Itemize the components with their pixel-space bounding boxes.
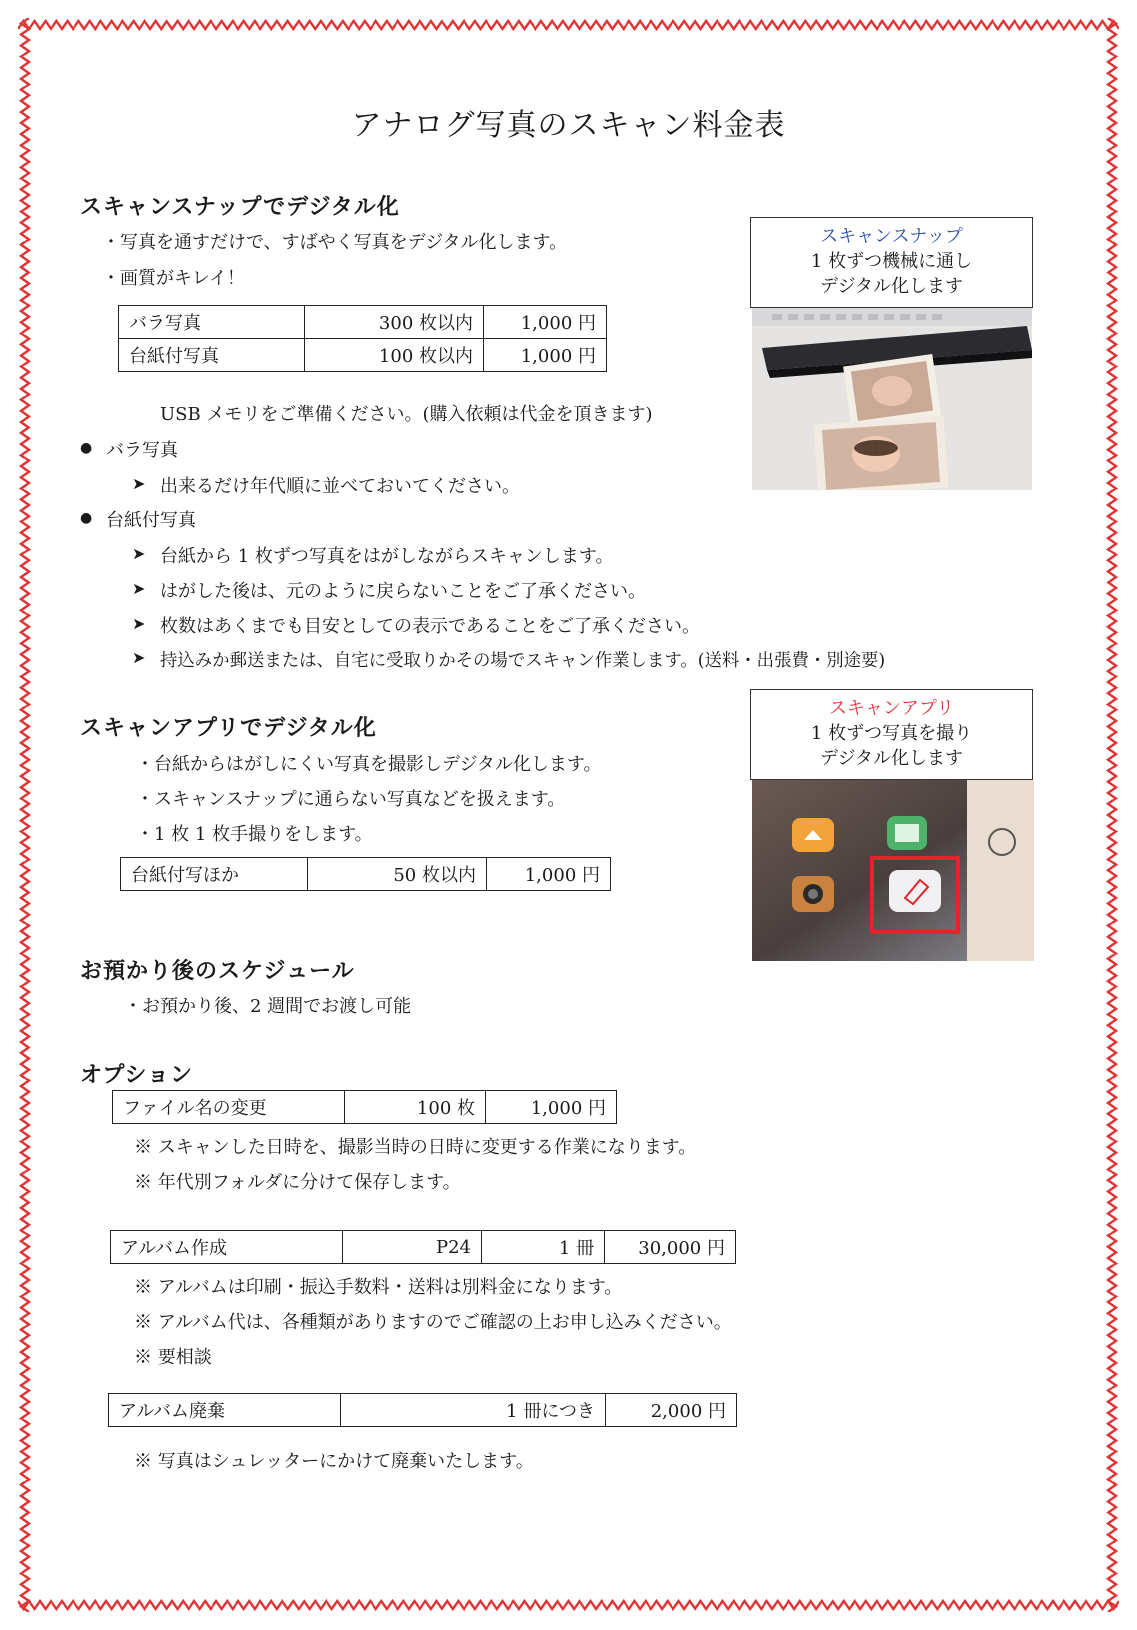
filled-circle-icon: ● (80, 440, 93, 456)
table-cell: 50 枚以内 (308, 858, 487, 891)
scanapp-callout-line2: デジタル化します (820, 748, 963, 769)
scansnap-point-2: ・画質がキレイ！ (102, 268, 245, 289)
table-cell: 1,000 円 (486, 1091, 617, 1124)
table-row (119, 339, 607, 372)
daishi-item-3: 枚数はあくまでも目安としての表示であることをご了承ください。 (160, 616, 700, 637)
scanapp-point-2: ・スキャンスナップに通らない写真などを扱えます。 (136, 789, 566, 810)
app-screen-photo (752, 780, 1034, 961)
rename-note-2: ※ 年代別フォルダに分けて保存します。 (134, 1172, 461, 1193)
table-cell: 2,000 円 (606, 1394, 737, 1427)
scansnap-callout-line1: 1 枚ずつ機械に通し (810, 251, 973, 272)
daishi-item-1: 台紙から 1 枚ずつ写真をはがしながらスキャンします。 (160, 546, 614, 567)
table-row (121, 858, 611, 891)
arrowhead-right-icon: ➤ (132, 544, 146, 563)
table-cell: 1,000 円 (484, 306, 607, 339)
scansnap-callout (750, 217, 1033, 308)
table-cell: P24 (343, 1231, 482, 1264)
table-row (111, 1231, 736, 1264)
table-row (113, 1091, 617, 1124)
schedule-heading: お預かり後のスケジュール (80, 958, 355, 984)
scansnap-point-1: ・写真を通すだけで、すばやく写真をデジタル化します。 (102, 232, 568, 253)
filled-circle-icon: ● (80, 510, 93, 526)
daishi-item-2: はがした後は、元のように戻らないことをご了承ください。 (160, 581, 646, 602)
table-cell: 30,000 円 (605, 1231, 736, 1264)
table-cell: アルバム作成 (111, 1231, 343, 1264)
daishi-item-4: 持込みか郵送または、自宅に受取りかその場でスキャン作業します。(送料・出張費・別途要) (160, 651, 886, 671)
table-cell: 1,000 円 (487, 858, 611, 891)
scanapp-point-3: ・1 枚 1 枚手撮りをします。 (136, 824, 373, 845)
scanapp-point-1: ・台紙からはがしにくい写真を撮影しデジタル化します。 (136, 754, 602, 775)
bara-item-1: 出来るだけ年代順に並べておいてください。 (160, 476, 520, 497)
arrowhead-right-icon: ➤ (132, 614, 146, 633)
table-cell: 100 枚以内 (305, 339, 484, 372)
table-cell: 1 冊につき (341, 1394, 606, 1427)
rename-price-table (112, 1090, 617, 1124)
usb-note: USB メモリをご準備ください。(購入依頼は代金を頂きます) (160, 404, 653, 425)
scanapp-callout-name: スキャンアプリ (828, 698, 955, 719)
disposal-price-table (108, 1393, 737, 1427)
bara-label: バラ写真 (106, 440, 178, 461)
table-cell: 1 冊 (482, 1231, 605, 1264)
table-cell: バラ写真 (119, 306, 305, 339)
options-heading: オプション (80, 1062, 194, 1088)
scansnap-heading: スキャンスナップでデジタル化 (80, 194, 400, 220)
scanapp-callout-line1: 1 枚ずつ写真を撮り (810, 723, 973, 744)
album-note-1: ※ アルバムは印刷・振込手数料・送料は別料金になります。 (134, 1277, 623, 1298)
scanapp-heading: スキャンアプリでデジタル化 (80, 715, 377, 741)
table-cell: 1,000 円 (484, 339, 607, 372)
arrowhead-right-icon: ➤ (132, 579, 146, 598)
arrowhead-right-icon: ➤ (132, 474, 146, 493)
scanner-illustration (752, 308, 1032, 490)
album-note-3: ※ 要相談 (134, 1347, 212, 1368)
table-cell: 台紙付写ほか (121, 858, 308, 891)
page-title: アナログ写真のスキャン料金表 (351, 108, 786, 143)
schedule-text: ・お預かり後、2 週間でお渡し可能 (124, 996, 412, 1017)
table-cell: 台紙付写真 (119, 339, 305, 372)
album-note-2: ※ アルバム代は、各種類がありますのでご確認の上お申し込みください。 (134, 1312, 732, 1333)
table-row (109, 1394, 737, 1427)
scansnap-price-table (118, 305, 607, 372)
table-cell: アルバム廃棄 (109, 1394, 341, 1427)
scanner-photo (752, 308, 1032, 490)
table-cell: ファイル名の変更 (113, 1091, 345, 1124)
table-cell: 100 枚 (345, 1091, 486, 1124)
scanapp-price-table (120, 857, 611, 891)
scansnap-callout-line2: デジタル化します (820, 276, 963, 297)
arrowhead-right-icon: ➤ (132, 648, 146, 667)
album-price-table (110, 1230, 736, 1264)
table-cell: 300 枚以内 (305, 306, 484, 339)
disposal-note-1: ※ 写真はシュレッターにかけて廃棄いたします。 (134, 1451, 534, 1472)
app-screen-illustration (752, 780, 1034, 961)
daishi-label: 台紙付写真 (106, 510, 196, 531)
rename-note-1: ※ スキャンした日時を、撮影当時の日時に変更する作業になります。 (134, 1137, 697, 1158)
scansnap-callout-name: スキャンスナップ (820, 226, 963, 247)
table-row (119, 306, 607, 339)
scanapp-callout (750, 689, 1033, 780)
